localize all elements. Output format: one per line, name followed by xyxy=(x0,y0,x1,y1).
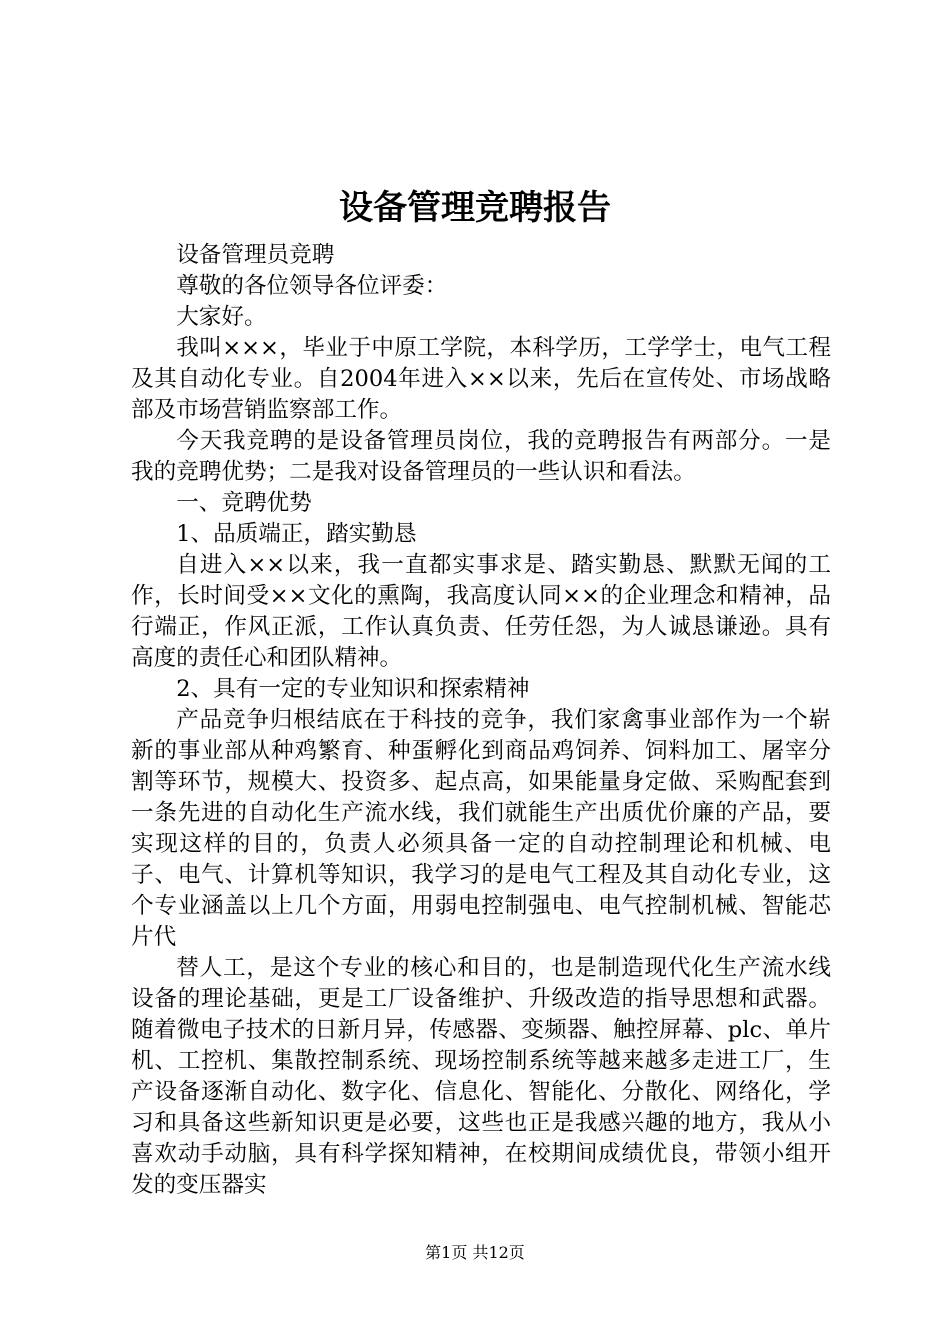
heading-advantages: 一、竞聘优势 xyxy=(176,490,312,516)
paragraph-overview: 今天我竞聘的是设备管理员岗位，我的竞聘报告有两部分。一是我的竞聘优势；二是我对设备管理员的一些认识和看法。 xyxy=(131,428,831,485)
subheading-character: 1、品质端正，踏实勤恳 xyxy=(176,521,417,547)
paragraph-salutation: 尊敬的各位领导各位评委： xyxy=(176,273,448,299)
paragraph-expertise: 产品竞争归根结底在于科技的竞争，我们家禽事业部作为一个崭新的事业部从种鸡繁育、种蛋孵化到商品鸡饲养、饲料加工、屠宰分割等环节，规模大、投资多、起点高，如果能量身定做、采购配套到一条先进的自动化生产流水线，我们就能生产出质优价廉的产品，要实现这样的目的，负责人必须具备一定的自动控制理论和机械、电子、电气、计算机等知识，我学习的是电气工程及其自动化专业，这个专业涵盖以上几个方面，用弱电控制强电、电气控制机械、智能芯片代 xyxy=(131,707,831,950)
paragraph-position: 设备管理员竞聘 xyxy=(176,242,335,268)
paragraph-character: 自进入××以来，我一直都实事求是、踏实勤恳、默默无闻的工作，长时间受××文化的熏陶，我高度认同××的企业理念和精神，品行端正，作风正派，工作认真负责、任劳任怨，为人诚恳谦逊。具有高度的责任心和团队精神。 xyxy=(131,552,831,671)
document-body xyxy=(131,240,831,1201)
document-title: 设备管理竞聘报告 xyxy=(339,188,611,228)
page-footer: 第1页 共12页 xyxy=(425,1243,525,1262)
subheading-expertise: 2、具有一定的专业知识和探索精神 xyxy=(176,676,530,702)
paragraph-technology: 替人工，是这个专业的核心和目的，也是制造现代化生产流水线设备的理论基础，更是工厂设备维护、升级改造的指导思想和武器。随着微电子技术的日新月异，传感器、变频器、触控屏幕、plc、单片机、工控机、集散控制系统、现场控制系统等越来越多走进工厂，生产设备逐渐自动化、数字化、信息化、智能化、分散化、网络化，学习和具备这些新知识更是必要，这些也正是我感兴趣的地方，我从小喜欢动手动脑，具有科学探知精神，在校期间成绩优良，带领小组开发的变压器实 xyxy=(131,955,831,1198)
paragraph-self-intro: 我叫×××，毕业于中原工学院，本科学历，工学学士，电气工程及其自动化专业。自2004年进入××以来，先后在宣传处、市场战略部及市场营销监察部工作。 xyxy=(131,335,831,423)
paragraph-greeting: 大家好。 xyxy=(176,304,267,330)
